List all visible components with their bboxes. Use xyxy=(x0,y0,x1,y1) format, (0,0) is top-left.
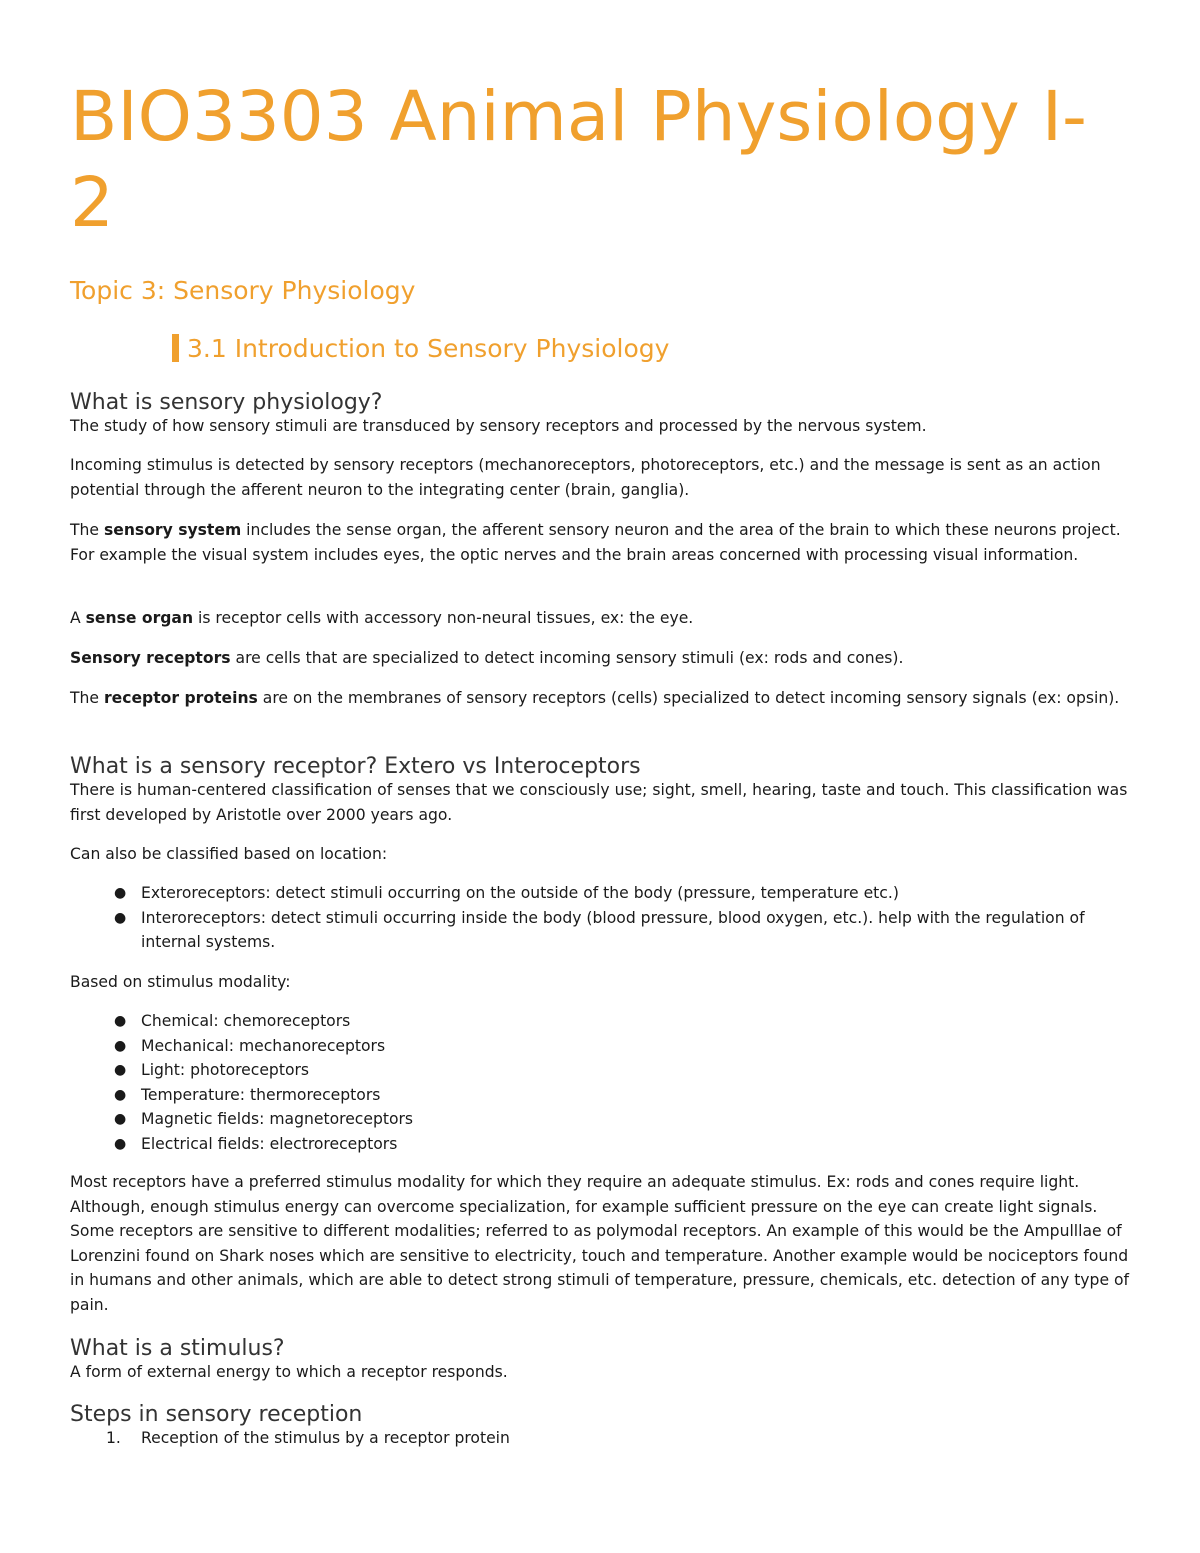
section-heading-steps: Steps in sensory reception xyxy=(70,1402,363,1427)
list-item xyxy=(70,1426,1135,1451)
list-item xyxy=(70,1132,1135,1157)
bullet-icon: ● xyxy=(114,1037,127,1054)
paragraph-sensory-receptors xyxy=(70,646,1135,671)
list-item-text: Magnetic fields: magnetoreceptors xyxy=(141,1110,414,1128)
list-item xyxy=(70,1083,1135,1108)
list-number: 1. xyxy=(106,1429,121,1447)
bold-term: sense organ xyxy=(85,609,194,627)
text: A xyxy=(70,609,86,627)
bullet-icon: ● xyxy=(114,1135,127,1152)
bold-term: receptor proteins xyxy=(103,689,258,707)
bullet-icon: ● xyxy=(114,1013,127,1029)
modality-list xyxy=(70,1009,1135,1156)
section-heading-stimulus: What is a stimulus? xyxy=(70,1336,285,1361)
text: are cells that are specialized to detect incoming sensory stimuli (ex: rods and cones). xyxy=(230,649,904,667)
bullet-icon: ● xyxy=(114,1111,127,1127)
text: The xyxy=(70,521,104,539)
paragraph: There is human-centered classification of senses that we consciously use; sight, smell, hearing, taste and touch. This classification was first developed by Aristotle over 2000 years ago. xyxy=(70,781,1128,824)
list-item-text: Electrical fields: electroreceptors xyxy=(141,1134,398,1153)
paragraph: The study of how sensory stimuli are transduced by sensory receptors and processed by the nervous system. xyxy=(70,417,927,435)
heading-bar-marker xyxy=(172,334,179,362)
paragraph: Most receptors have a preferred stimulus modality for which they require an adequate stimulus. Ex: rods and cones require light. Although, enough stimulus energy can overcome specialization, for example sufficient pressure on the eye can create light signals. Some receptors are sensitive to different modalities; referred to as polymodal receptors. An example of this would be the Ampulllae of Lorenzini found on Shark noses which are sensitive to electricity, touch and temperature. Another example would be nociceptors found in humans and other animals, which are able to detect strong stimuli of temperature, pressure, chemicals, etc. detection of any type of pain. xyxy=(70,1173,1130,1314)
section-heading-receptor: What is a sensory receptor? Extero vs Interoceptors xyxy=(70,754,641,779)
subsection-heading xyxy=(172,334,669,364)
list-item-text: Light: photoreceptors xyxy=(141,1061,310,1079)
paragraph: Can also be classified based on location: xyxy=(70,845,388,863)
paragraph: A form of external energy to which a receptor responds. xyxy=(70,1363,508,1381)
subsection-label: 3.1 Introduction to Sensory Physiology xyxy=(187,334,670,363)
paragraph-sense-organ xyxy=(70,606,1135,631)
bullet-icon: ● xyxy=(114,909,127,926)
list-item xyxy=(70,1107,1135,1132)
list-item xyxy=(70,1034,1135,1059)
bold-term: sensory system xyxy=(103,521,242,539)
paragraph: Based on stimulus modality: xyxy=(70,973,291,991)
location-list xyxy=(70,881,1135,955)
paragraph-receptor-proteins xyxy=(70,686,1135,711)
list-item xyxy=(70,1058,1135,1083)
list-item-text: Interoreceptors: detect stimuli occurring inside the body (blood pressure, blood oxygen, etc.). help with the regulation of internal systems. xyxy=(141,908,1085,951)
bold-term: Sensory receptors xyxy=(70,649,231,667)
paragraph-sensory-system xyxy=(70,518,1135,567)
list-item-text: Temperature: thermoreceptors xyxy=(141,1085,381,1104)
list-item xyxy=(70,1009,1135,1034)
text: is receptor cells with accessory non-neural tissues, ex: the eye. xyxy=(193,609,694,627)
bullet-icon: ● xyxy=(114,1086,127,1103)
paragraph: Incoming stimulus is detected by sensory receptors (mechanoreceptors, photoreceptors, etc.) and the message is sent as an action potential through the afferent neuron to the integrating center (brain, ganglia). xyxy=(70,456,1101,499)
text: The xyxy=(70,689,104,707)
list-item xyxy=(70,906,1135,955)
bullet-icon: ● xyxy=(114,885,127,901)
text: are on the membranes of sensory receptors (cells) specialized to detect incoming sensory signals (ex: opsin). xyxy=(257,689,1120,707)
topic-heading: Topic 3: Sensory Physiology xyxy=(70,276,416,305)
list-item xyxy=(70,881,1135,906)
text: includes the sense organ, the afferent sensory neuron and the area of the brain to which these neurons project. For example the visual system includes eyes, the optic nerves and the brain areas concerned with processing visual information. xyxy=(70,521,1121,564)
list-item-text: Exteroreceptors: detect stimuli occurring on the outside of the body (pressure, temperature etc.) xyxy=(141,884,899,902)
list-item-text: Chemical: chemoreceptors xyxy=(141,1012,351,1030)
section-heading-what-is: What is sensory physiology? xyxy=(70,390,383,415)
list-item-text: Reception of the stimulus by a receptor protein xyxy=(141,1429,510,1447)
bullet-icon: ● xyxy=(114,1062,127,1078)
list-item-text: Mechanical: mechanoreceptors xyxy=(141,1036,386,1055)
document-title: BIO3303 Animal Physiology I-2 xyxy=(70,77,1087,243)
steps-list xyxy=(70,1426,1135,1451)
